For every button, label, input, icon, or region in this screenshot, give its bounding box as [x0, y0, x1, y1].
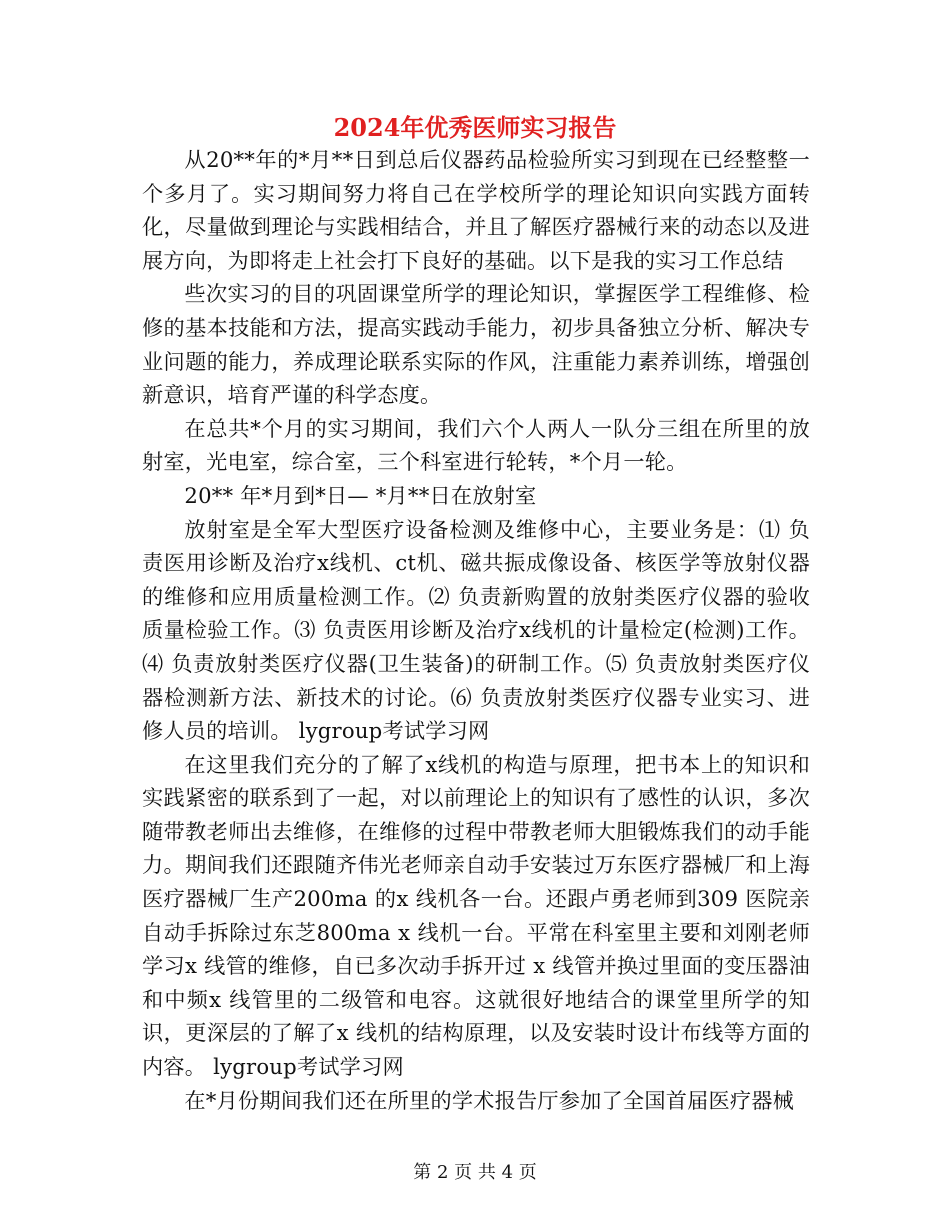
- document-title: 2024年优秀医师实习报告: [333, 113, 617, 142]
- paragraph-radiology-duties: 放射室是全军大型医疗设备检测及维修中心，主要业务是：⑴ 负责医用诊断及治疗x线机、ct机、磁共振成像设备、核医学等放射仪器的维修和应用质量检测工作。⑵ 负责新购置的放射类医疗仪器的验收质量检验工作。⑶ 负责医用诊断及治疗x线机的计量检定(检测)工作。⑷ 负责放射类医疗仪器(卫生装备)的研制工作。⑸ 负责放射类医疗仪器检测新方法、新技术的讨论。⑹ 负责放射类医疗仪器专业实习、进修人员的培训。 lygroup考试学习网: [142, 516, 810, 744]
- paragraph-xray-experience: 在这里我们充分的了解了x线机的构造与原理，把书本上的知识和实践紧密的联系到了一起，对以前理论上的知识有了感性的认识，多次随带教老师出去维修，在维修的过程中带教老师大胆锻炼我们的动手能力。期间我们还跟随齐伟光老师亲自动手安装过万东医疗器械厂和上海医疗器械厂生产200ma 的x 线机各一台。还跟卢勇老师到309 医院亲自动手拆除过东芝800ma x 线机一台。平常在科室里主要和刘刚老师学习x 线管的维修，自已多次动手拆开过 x 线管并换过里面的变压器油和中频x 线管里的二级管和电容。这就很好地结合的课堂里所学的知识，更深层的了解了x 线机的结构原理，以及安装时设计布线等方面的内容。 lygroup考试学习网: [142, 751, 810, 1080]
- paragraph-rotation: 在总共*个月的实习期间，我们六个人两人一队分三组在所里的放射室，光电室，综合室，三个科室进行轮转，*个月一轮。: [142, 415, 810, 475]
- page-number-footer: 第 2 页 共 4 页: [413, 1162, 537, 1183]
- paragraph-date-heading: 20** 年*月到*日— *月**日在放射室: [184, 482, 537, 508]
- paragraph-purpose: 些次实习的目的巩固课堂所学的理论知识，掌握医学工程维修、检修的基本技能和方法，提高实践动手能力，初步具备独立分析、解决专业问题的能力，养成理论联系实际的作风，注重能力素养训练，增强创新意识，培育严谨的科学态度。: [142, 281, 810, 408]
- document-body: [142, 143, 810, 1117]
- paragraph-intro: 从20**年的*月**日到总后仪器药品检验所实习到现在已经整整一个多月了。实习期间努力将自己在学校所学的理论知识向实践方面转化，尽量做到理论与实践相结合，并且了解医疗器械行来的动态以及进展方向，为即将走上社会打下良好的基础。以下是我的实习工作总结: [142, 147, 810, 273]
- paragraph-conference: 在*月份期间我们还在所里的学术报告厅参加了全国首届医疗器械: [184, 1087, 795, 1113]
